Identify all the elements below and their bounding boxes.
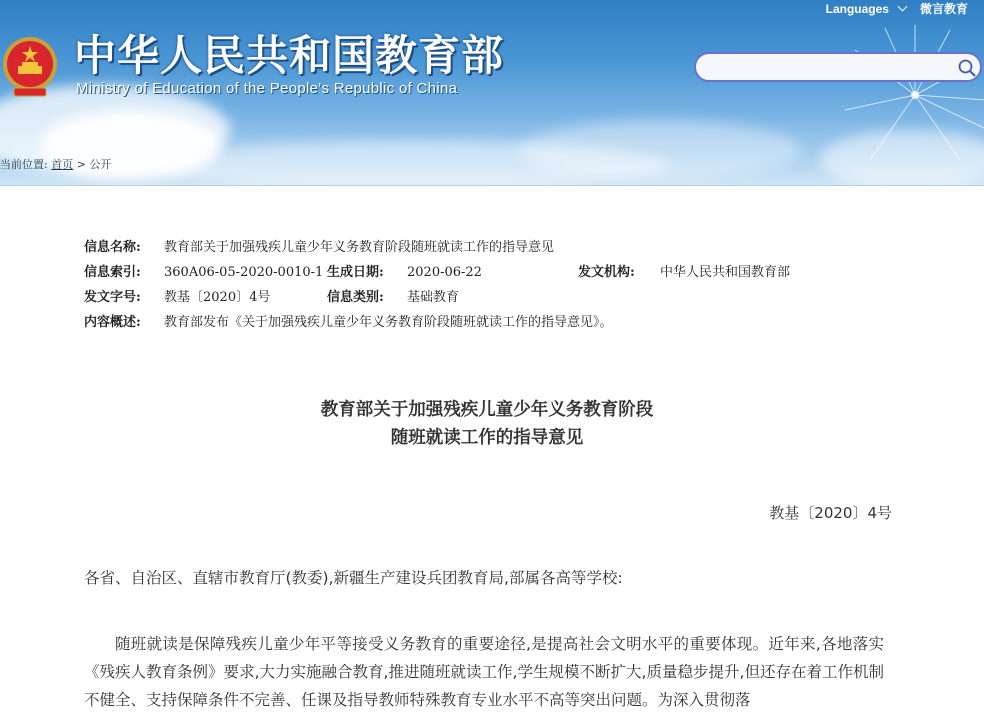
breadcrumb — [0, 156, 111, 172]
article-title-line: 教育部关于加强残疾儿童少年义务教育阶段 — [320, 400, 654, 420]
search-icon[interactable] — [958, 59, 976, 77]
chevron-down-icon[interactable] — [898, 2, 908, 12]
meta-label: 信息名称: — [84, 240, 141, 255]
search-box — [694, 52, 982, 82]
meta-row-name — [84, 235, 904, 260]
breadcrumb-current: 公开 — [89, 158, 112, 171]
top-links — [826, 0, 968, 17]
document-number: 教基〔2020〕4号 — [769, 504, 892, 522]
breadcrumb-separator: > — [76, 158, 86, 171]
header-banner — [0, 0, 984, 186]
search-input[interactable] — [706, 57, 950, 79]
meta-row-docno — [84, 285, 904, 310]
meta-label: 内容概述: — [84, 315, 141, 330]
breadcrumb-home-link[interactable]: 首页 — [51, 158, 74, 171]
document-meta-table — [84, 235, 904, 335]
meta-value: 360A06-05-2020-0010-1 — [164, 265, 324, 280]
meta-label: 信息类别: — [327, 290, 384, 305]
meta-row-summary — [84, 310, 904, 335]
article-title-line: 随班就读工作的指导意见 — [390, 428, 584, 448]
meta-value: 教育部发布《关于加强残疾儿童少年义务教育阶段随班就读工作的指导意见》。 — [164, 315, 613, 330]
meta-label: 生成日期: — [327, 265, 384, 280]
meta-value: 基础教育 — [407, 290, 460, 305]
article-title — [0, 396, 974, 452]
meta-value: 2020-06-22 — [407, 265, 482, 280]
meta-label: 发文字号: — [84, 290, 141, 305]
weibo-link[interactable]: 微言教育 — [919, 2, 968, 16]
meta-value: 教育部关于加强残疾儿童少年义务教育阶段随班就读工作的指导意见 — [164, 240, 555, 255]
cloud-decoration — [150, 140, 670, 186]
article-paragraph: 随班就读是保障残疾儿童少年平等接受义务教育的重要途径,是提高社会文明水平的重要体现。近年来,各地落实《残疾人教育条例》要求,大力实施融合教育,推进随班就读工作,学生规模不断扩大,质量稳步提升,但还存在着工作机制不健全、支持保障条件不完善、任课及指导教师特殊教育专业水平不高等突出问题。为深入贯彻落 — [84, 635, 884, 709]
meta-label: 信息索引: — [84, 265, 141, 280]
site-title-english: Ministry of Education of the People's Republic of China — [76, 80, 458, 97]
meta-row-index — [84, 260, 904, 285]
breadcrumb-prefix: 当前位置: — [0, 158, 48, 171]
site-title-chinese: 中华人民共和国教育部 — [74, 31, 505, 80]
meta-value: 教基〔2020〕4号 — [164, 290, 271, 305]
meta-value: 中华人民共和国教育部 — [660, 265, 791, 280]
dandelion-decoration — [840, 20, 984, 170]
national-emblem-icon — [0, 32, 60, 98]
languages-link[interactable]: Languages — [825, 1, 889, 16]
salutation: 各省、自治区、直辖市教育厅(教委),新疆生产建设兵团教育局,部属各高等学校: — [84, 569, 623, 587]
meta-label: 发文机构: — [578, 265, 635, 280]
